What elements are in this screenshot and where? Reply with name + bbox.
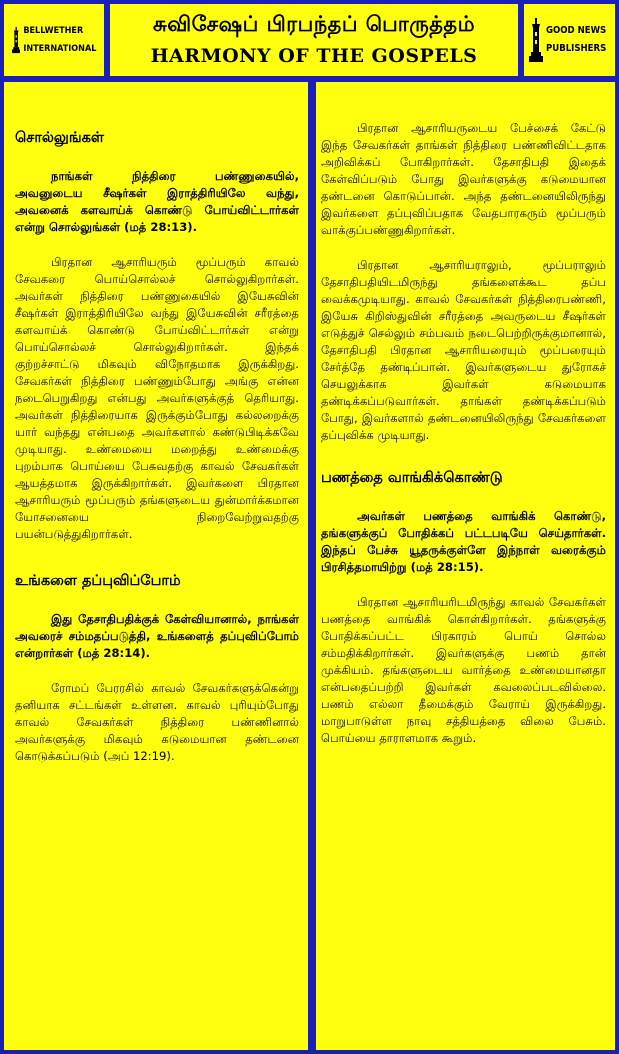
commentary-paragraph: பிரதான ஆசாரியரிடமிருந்து காவல் சேவகர்கள் பணத்தை வாங்கிக் கொள்கிறார்கள். தங்களுக்கு போதிக்கப்பட்ட பிரகாரம் பொய் சொல்ல சம்மதிக்கிறார்கள். இவர்களுக்கு பணம் தான் முக்கியம். தங்களுடைய வார்த்தை உண்மையானதா என்பதைப்பற்றி இவர்கள் கவலைப்படவில்லை. பணம் எல்லா தீமைக்கும் வேராய் இருக்கிறது. மாறுபாடுள்ள நாவு சத்தியத்தை விலை பேசும். பொய்யை தாராளமாக கூறும். [321, 595, 606, 745]
commentary-paragraph: ரோமப் பேரரசில் காவல் சேவகர்களுக்கென்று தனியாக சட்டங்கள் உள்ளன. காவல் புரியும்போது காவல் சேவகர்கள் நித்திரை பண்ணினால் அவர்களுக்கு மிகவும் கடுமையான தண்டனை கொடுக்கப்படும் (அப் 12:19). [15, 681, 299, 763]
page-title-tamil: சுவிசேஷப் பிரபந்தப் பொருத்தம் [153, 12, 475, 36]
commentary-paragraph: பிரதான ஆசாரியரும் மூப்பரும் காவல் சேவகரை பொய்சொல்லச் சொல்லுகிறார்கள். அவர்கள் நித்திரை பண்ணுகையில் இயேசுவின் சீஷர்கள் இராத்திரியிலே வந்து இயேசுவின் சரீரத்தை களவாய்க் கொண்டு போய்விட்டார்கள் என்று பொய்சொல்லச் சொல்லுகிறார்கள். இந்தக் குற்றச்சாட்டு மிகவும் விநோதமாக இருக்கிறது. சேவகர்கள் நித்திரை பண்ணும்போது அங்கு என்ன நடைபெறுகிறது என்பது அவர்களுக்குத் தெரியாது. அவர்கள் நித்திரையாக இருக்கும்போது கல்லறைக்கு யார் வந்தது என்பதை அவர்களால் கண்டுபிடிக்கவே முடியாது. உண்மையை மறைத்து உண்மைக்கு புறம்பாக பொய்யை பேசுவதற்கு காவல் சேவகர்கள் ஆயத்தமாக இருக்கிறார்கள். இவர்களை பிரதான ஆசாரியரும் மூப்பரும் தங்களுடைய துன்மார்க்கமான யோசனையை நிறைவேற்றுவதற்கு பயன்படுத்துகிறார்கள். [15, 255, 299, 541]
right-logo-text: GOOD NEWS PUBLISHERS [546, 25, 607, 54]
scripture-quote: இது தேசாதிபதிக்குக் கேள்வியானால், நாங்கள் அவரைச் சம்மதப்படுத்தி, உங்களைத் தப்புவிப்போம் என்றார்கள் (மத் 28:14). [15, 612, 299, 660]
bellwether-logo [4, 4, 104, 76]
scripture-quote: நாங்கள் நித்திரை பண்ணுகையில், அவனுடைய சீஷர்கள் இராத்திரியிலே வந்து, அவனைக் களவாய்க் கொண்டு போய்விட்டார்கள் என்று சொல்லுங்கள் (மத் 28:13). [15, 169, 299, 234]
tower-icon [12, 18, 20, 62]
right-column [316, 82, 615, 1050]
tower-icon [529, 18, 543, 62]
commentary-paragraph: பிரதான ஆசாரியராலும், மூப்பராலும் தேசாதிபதியிடமிருந்து தங்களைக்கூட தப்ப வைக்கமுடியாது. காவல் சேவகர்கள் நித்திரைபண்ணி, இயேசு கிறிஸ்துவின் சரீரத்தை அவருடைய சீஷர்கள் எடுத்துச் செல்லும் சம்பவம் நடைபெற்றிருக்குமானால், தேசாதிபதி பிரதான ஆசாரியரையும் மூப்பரையும் சேர்த்தே தண்டிப்பான். இவர்களுடைய துரோகச் செயலுக்காக இவர்கள் கடுமையாக தண்டிக்கப்படுவார்கள். தாங்கள் தண்டிக்கப்படும் போது, இவர்களால் தண்டனையிலிருந்து சேவகர்களை தப்புவிக்க முடியாது. [321, 258, 606, 442]
page-title-english: HARMONY OF THE GOSPELS [150, 45, 478, 67]
left-column [4, 82, 308, 1050]
scripture-quote: அவர்கள் பணத்தை வாங்கிக் கொண்டு, தங்களுக்குப் போதிக்கப் பட்டபடியே செய்தார்கள். இந்தப் பேச்சு யூதருக்குள்ளே இந்நாள் வரைக்கும் பிரசித்தமாயிற்று (மத் 28:15). [321, 509, 606, 574]
title-banner [110, 4, 518, 76]
left-logo-text: BELLWETHER INTERNATIONAL [23, 26, 97, 54]
commentary-paragraph: பிரதான ஆசாரியருடைய பேச்சைக் கேட்டு இந்த சேவகர்கள் தாங்கள் நித்திரை பண்ணிவிட்டதாக அறிவிக்கப் போகிறார்கள். தேசாதிபதி இதைக் கேள்விப்படும் போது இவர்களுக்கு கடுமையான தண்டனை கொடுப்பான். அந்த தண்டனையிலிருந்து இவர்களை தப்புவிப்பதாக வேதபாரகரும் மூப்பரும் வாக்குப்பண்ணுகிறார்கள். [321, 121, 606, 237]
goodnews-logo [524, 4, 615, 76]
section-heading: உங்களை தப்புவிப்போம் [15, 573, 181, 589]
section-heading: பணத்தை வாங்கிக்கொண்டு [321, 470, 503, 486]
section-heading: சொல்லுங்கள் [15, 130, 104, 146]
